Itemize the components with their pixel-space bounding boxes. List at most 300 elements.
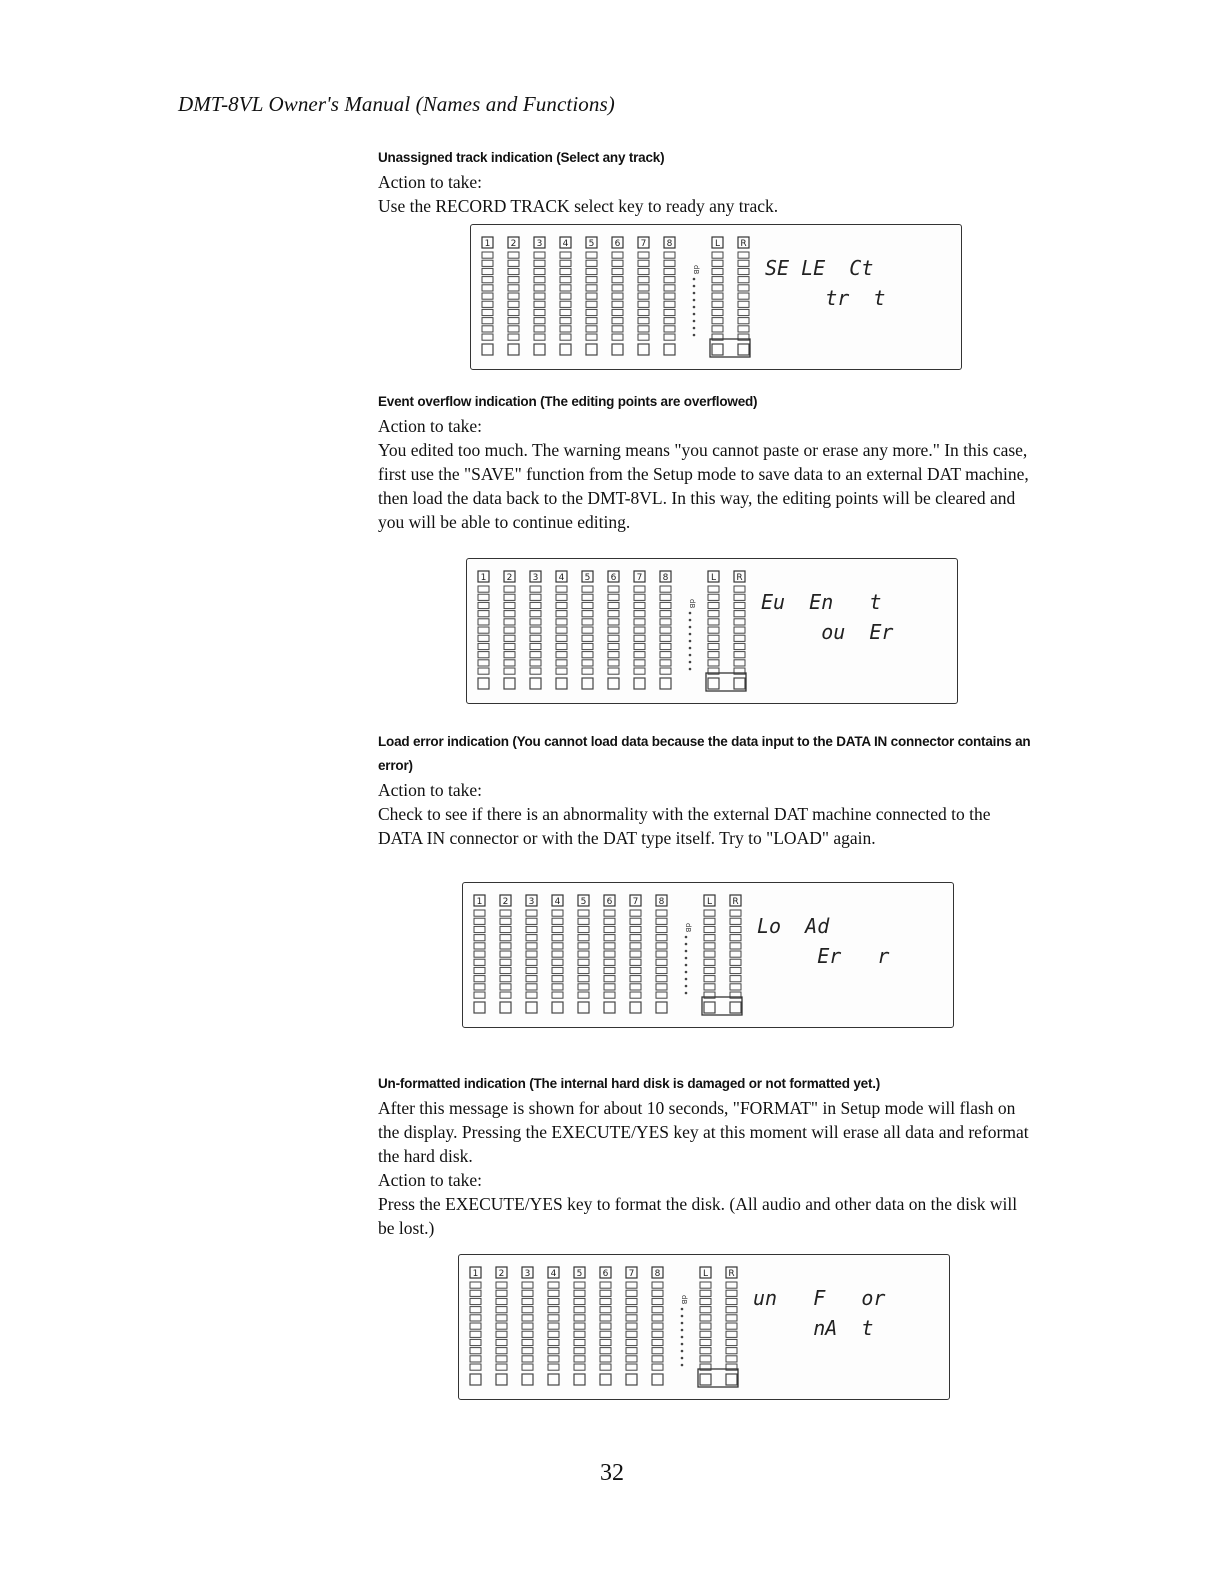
- master-bracket: [702, 997, 742, 1015]
- meter-segment: [738, 293, 749, 299]
- channel-label: 2: [498, 1269, 505, 1279]
- meter-segment: [482, 285, 493, 291]
- meter-segment: [548, 1282, 559, 1288]
- scale-tick: [685, 985, 688, 988]
- meter-segment: [526, 943, 537, 949]
- section-heading: Unassigned track indication (Select any track): [378, 150, 665, 165]
- meter-segment: [660, 594, 671, 600]
- meter-segment: [700, 1323, 711, 1329]
- channel-label: 4: [562, 239, 569, 249]
- meter-segment: [522, 1323, 533, 1329]
- meter-segment: [664, 293, 675, 299]
- meter-segment: [726, 1282, 737, 1288]
- scale-tick: [689, 619, 692, 622]
- meter-segment: [496, 1298, 507, 1304]
- channel-label: L: [710, 573, 717, 583]
- meter-segment: [478, 611, 489, 617]
- action-text: Press the EXECUTE/YES key to format the disk. (All audio and other data on the disk will be lost.): [378, 1194, 1018, 1238]
- meter-segment: [734, 594, 745, 600]
- meter-segment: [656, 935, 667, 941]
- meter-channel: [700, 1267, 711, 1385]
- meter-segment: [600, 1356, 611, 1362]
- meter-segment: [548, 1356, 559, 1362]
- meter-segment: [508, 293, 519, 299]
- meter-channel: [738, 237, 749, 355]
- meter-segment: [534, 301, 545, 307]
- meter-segment: [704, 926, 715, 932]
- meter-channel: [504, 571, 515, 689]
- meter-segment: [574, 1339, 585, 1345]
- channel-label: 2: [502, 897, 509, 907]
- meter-segment: [530, 611, 541, 617]
- meter-segment: [574, 1331, 585, 1337]
- meter-segment: [470, 1307, 481, 1313]
- meter-peak-box: [612, 344, 623, 355]
- meter-segment: [660, 586, 671, 592]
- meter-peak-box: [496, 1374, 507, 1385]
- meter-segment: [656, 984, 667, 990]
- meter-segment: [704, 967, 715, 973]
- meter-segment: [730, 943, 741, 949]
- meter-peak-box: [582, 678, 593, 689]
- meter-segment: [500, 926, 511, 932]
- meter-segment: [600, 1282, 611, 1288]
- meter-segment: [508, 268, 519, 274]
- meter-segment: [582, 602, 593, 608]
- meter-segment: [482, 301, 493, 307]
- meter-segment: [712, 309, 723, 315]
- meter-segment: [630, 984, 641, 990]
- master-bracket: [698, 1369, 738, 1387]
- meter-channel: [556, 571, 567, 689]
- meter-segment: [652, 1364, 663, 1370]
- channel-label: 2: [510, 239, 517, 249]
- description-text: After this message is shown for about 10 seconds, "FORMAT" in Setup mode will flash on the display. Pressing the EXECUTE/YES key at this moment will erase all data and reformat the hard disk.: [378, 1098, 1029, 1166]
- meter-segment: [530, 594, 541, 600]
- meter-segment: [638, 268, 649, 274]
- meter-segment: [600, 1331, 611, 1337]
- scale-tick: [693, 334, 696, 337]
- channel-label: R: [732, 897, 739, 907]
- meter-segment: [726, 1331, 737, 1337]
- channel-label: 7: [640, 239, 647, 249]
- meter-segment: [530, 643, 541, 649]
- meter-segment: [508, 252, 519, 258]
- meter-segment: [496, 1307, 507, 1313]
- meter-segment: [730, 918, 741, 924]
- meter-segment: [730, 984, 741, 990]
- meter-segment: [522, 1315, 533, 1321]
- meter-segment: [560, 260, 571, 266]
- scale-tick: [689, 668, 692, 671]
- meter-peak-box: [508, 344, 519, 355]
- meter-segment: [630, 943, 641, 949]
- meter-segment: [474, 984, 485, 990]
- meter-segment: [482, 334, 493, 340]
- meter-segment: [634, 652, 645, 658]
- channel-label: 2: [506, 573, 513, 583]
- meter-segment: [612, 293, 623, 299]
- channel-label: 4: [550, 1269, 557, 1279]
- meter-segment: [530, 652, 541, 658]
- meter-segment: [482, 252, 493, 258]
- channel-label: 3: [524, 1269, 531, 1279]
- meter-segment: [730, 910, 741, 916]
- meter-segment: [474, 951, 485, 957]
- meter-segment: [700, 1348, 711, 1354]
- meter-segment: [730, 976, 741, 982]
- meter-segment: [526, 967, 537, 973]
- meter-channel: [612, 237, 623, 355]
- running-head: DMT-8VL Owner's Manual (Names and Functions): [178, 92, 615, 116]
- meter-segment: [548, 1307, 559, 1313]
- meter-segment: [664, 260, 675, 266]
- meter-segment: [638, 285, 649, 291]
- meter-segment: [574, 1323, 585, 1329]
- channel-label: L: [706, 897, 713, 907]
- meter-peak-box: [726, 1374, 737, 1385]
- meter-segment: [496, 1339, 507, 1345]
- meter-segment: [548, 1339, 559, 1345]
- meter-segment: [734, 611, 745, 617]
- channel-label: 4: [558, 573, 565, 583]
- meter-segment: [726, 1348, 737, 1354]
- meter-segment: [700, 1290, 711, 1296]
- meter-segment: [530, 668, 541, 674]
- meter-segment: [496, 1282, 507, 1288]
- meter-peak-box: [738, 344, 749, 355]
- meter-segment: [578, 992, 589, 998]
- channel-label: 5: [588, 239, 595, 249]
- meter-segment: [652, 1290, 663, 1296]
- meter-segment: [638, 293, 649, 299]
- meter-segment: [530, 586, 541, 592]
- meter-segment: [534, 285, 545, 291]
- meter-segment: [738, 260, 749, 266]
- meter-channel: [726, 1267, 737, 1385]
- meter-segment: [638, 318, 649, 324]
- meter-segment: [734, 652, 745, 658]
- meter-segment: [734, 627, 745, 633]
- meter-segment: [704, 935, 715, 941]
- meter-channel: [600, 1267, 611, 1385]
- meter-segment: [726, 1307, 737, 1313]
- meter-segment: [730, 951, 741, 957]
- meter-segment: [630, 918, 641, 924]
- meter-segment: [556, 652, 567, 658]
- meter-segment: [656, 951, 667, 957]
- lcd-line-1: Eu En t: [761, 590, 882, 614]
- scale-tick: [681, 1308, 684, 1311]
- meter-segment: [652, 1315, 663, 1321]
- meter-segment: [600, 1323, 611, 1329]
- meter-segment: [586, 268, 597, 274]
- meter-segment: [634, 627, 645, 633]
- meter-segment: [604, 910, 615, 916]
- meter-peak-box: [574, 1374, 585, 1385]
- channel-label: 1: [476, 897, 483, 907]
- meter-peak-box: [586, 344, 597, 355]
- meter-segment: [556, 635, 567, 641]
- meter-segment: [656, 910, 667, 916]
- meter-channel: [704, 895, 715, 1013]
- meter-segment: [548, 1364, 559, 1370]
- meter-peak-box: [500, 1002, 511, 1013]
- meter-segment: [508, 326, 519, 332]
- meter-segment: [656, 943, 667, 949]
- lcd-message: [753, 1283, 885, 1343]
- meter-segment: [574, 1298, 585, 1304]
- meter-channel: [634, 571, 645, 689]
- meter-segment: [478, 619, 489, 625]
- meter-segment: [582, 668, 593, 674]
- meter-segment: [560, 285, 571, 291]
- channel-label: 5: [580, 897, 587, 907]
- meter-segment: [638, 309, 649, 315]
- meter-segment: [634, 602, 645, 608]
- lcd-line-1: un F or: [753, 1286, 886, 1310]
- meter-segment: [470, 1356, 481, 1362]
- meter-channel: [496, 1267, 507, 1385]
- meter-segment: [726, 1323, 737, 1329]
- action-label: Action to take:: [378, 780, 483, 800]
- meter-segment: [660, 635, 671, 641]
- meter-segment: [578, 959, 589, 965]
- meter-channel: [712, 237, 723, 355]
- meter-segment: [730, 959, 741, 965]
- meter-segment: [700, 1331, 711, 1337]
- meter-segment: [496, 1315, 507, 1321]
- meter-channel: [530, 571, 541, 689]
- meter-channel: [630, 895, 641, 1013]
- meter-segment: [504, 594, 515, 600]
- meter-segment: [556, 602, 567, 608]
- meter-segment: [574, 1307, 585, 1313]
- meter-channel: [534, 237, 545, 355]
- meter-segment: [586, 309, 597, 315]
- lcd-message: [761, 587, 893, 647]
- channel-label: R: [740, 239, 747, 249]
- meter-segment: [656, 976, 667, 982]
- meter-segment: [508, 260, 519, 266]
- meter-segment: [470, 1348, 481, 1354]
- meter-segment: [500, 976, 511, 982]
- meter-peak-box: [522, 1374, 533, 1385]
- meter-segment: [574, 1290, 585, 1296]
- scale-tick: [693, 306, 696, 309]
- meter-channel: [708, 571, 719, 689]
- channel-label: 6: [606, 897, 613, 907]
- meter-segment: [608, 619, 619, 625]
- meter-segment: [664, 318, 675, 324]
- meter-segment: [726, 1315, 737, 1321]
- channel-label: 1: [480, 573, 487, 583]
- scale-tick: [685, 943, 688, 946]
- meter-peak-box: [712, 344, 723, 355]
- meter-segment: [474, 967, 485, 973]
- meter-segment: [664, 252, 675, 258]
- meter-channel: [482, 237, 493, 355]
- meter-segment: [608, 652, 619, 658]
- meter-segment: [704, 943, 715, 949]
- meter-segment: [652, 1307, 663, 1313]
- meter-segment: [604, 935, 615, 941]
- meter-segment: [600, 1307, 611, 1313]
- meter-segment: [478, 652, 489, 658]
- meter-segment: [526, 992, 537, 998]
- meter-segment: [734, 643, 745, 649]
- meter-segment: [704, 951, 715, 957]
- meter-segment: [634, 619, 645, 625]
- meter-segment: [612, 252, 623, 258]
- meter-segment: [738, 268, 749, 274]
- meter-channel: [730, 895, 741, 1013]
- lcd-line-2: nA t: [753, 1316, 874, 1340]
- meter-segment: [478, 602, 489, 608]
- meter-peak-box: [664, 344, 675, 355]
- meter-segment: [608, 635, 619, 641]
- meter-segment: [626, 1356, 637, 1362]
- meter-segment: [608, 643, 619, 649]
- meter-segment: [630, 967, 641, 973]
- meter-peak-box: [634, 678, 645, 689]
- meter-segment: [634, 594, 645, 600]
- meter-segment: [626, 1348, 637, 1354]
- section-unassigned-track: [378, 146, 1038, 218]
- scale-tick: [685, 950, 688, 953]
- meter-segment: [496, 1356, 507, 1362]
- meter-segment: [626, 1364, 637, 1370]
- meter-peak-box: [470, 1374, 481, 1385]
- meter-segment: [656, 926, 667, 932]
- meter-channel: [552, 895, 563, 1013]
- meter-segment: [708, 586, 719, 592]
- meter-segment: [474, 910, 485, 916]
- scale-tick: [681, 1322, 684, 1325]
- meter-segment: [534, 318, 545, 324]
- level-meters: [469, 1265, 741, 1389]
- meter-segment: [600, 1339, 611, 1345]
- meter-segment: [578, 935, 589, 941]
- channel-label: L: [714, 239, 721, 249]
- scale-tick: [681, 1350, 684, 1353]
- meter-channel: [664, 237, 675, 355]
- meter-segment: [604, 984, 615, 990]
- meter-segment: [522, 1331, 533, 1337]
- meter-segment: [522, 1356, 533, 1362]
- meter-segment: [474, 992, 485, 998]
- meter-segment: [560, 326, 571, 332]
- meter-channel: [560, 237, 571, 355]
- meter-segment: [500, 992, 511, 998]
- meter-segment: [578, 951, 589, 957]
- meter-segment: [556, 619, 567, 625]
- meter-segment: [638, 334, 649, 340]
- meter-segment: [660, 660, 671, 666]
- meter-segment: [708, 611, 719, 617]
- meter-segment: [552, 943, 563, 949]
- meter-segment: [522, 1282, 533, 1288]
- meter-segment: [478, 627, 489, 633]
- channel-label: 6: [610, 573, 617, 583]
- meter-channel: [626, 1267, 637, 1385]
- meter-segment: [738, 285, 749, 291]
- meter-segment: [560, 293, 571, 299]
- meter-segment: [656, 959, 667, 965]
- meter-segment: [582, 611, 593, 617]
- meter-channel: [574, 1267, 585, 1385]
- meter-segment: [526, 976, 537, 982]
- meter-segment: [652, 1331, 663, 1337]
- meter-segment: [704, 959, 715, 965]
- meter-segment: [608, 611, 619, 617]
- meter-segment: [608, 594, 619, 600]
- meter-segment: [586, 318, 597, 324]
- meter-segment: [626, 1282, 637, 1288]
- meter-segment: [500, 943, 511, 949]
- meter-segment: [600, 1364, 611, 1370]
- meter-peak-box: [474, 1002, 485, 1013]
- meter-segment: [608, 586, 619, 592]
- meter-segment: [626, 1315, 637, 1321]
- meter-segment: [608, 627, 619, 633]
- meter-segment: [664, 285, 675, 291]
- meter-segment: [526, 959, 537, 965]
- master-bracket: [706, 673, 746, 691]
- meter-channel: [608, 571, 619, 689]
- meter-segment: [560, 318, 571, 324]
- meter-peak-box: [652, 1374, 663, 1385]
- meter-segment: [556, 668, 567, 674]
- meter-segment: [660, 643, 671, 649]
- meter-segment: [638, 326, 649, 332]
- meter-segment: [704, 984, 715, 990]
- meter-segment: [474, 935, 485, 941]
- meter-segment: [500, 951, 511, 957]
- meter-segment: [560, 309, 571, 315]
- scale-tick: [693, 320, 696, 323]
- meter-segment: [608, 660, 619, 666]
- meter-channel: [500, 895, 511, 1013]
- meter-segment: [604, 992, 615, 998]
- scale-tick: [689, 612, 692, 615]
- section-event-overflow: [378, 390, 1038, 534]
- channel-label: 8: [658, 897, 665, 907]
- meter-segment: [604, 943, 615, 949]
- scale-tick: [689, 633, 692, 636]
- meter-segment: [508, 334, 519, 340]
- meter-peak-box: [630, 1002, 641, 1013]
- meter-segment: [664, 301, 675, 307]
- meter-segment: [600, 1348, 611, 1354]
- meter-segment: [548, 1290, 559, 1296]
- meter-segment: [482, 277, 493, 283]
- meter-segment: [496, 1348, 507, 1354]
- meter-segment: [496, 1290, 507, 1296]
- meter-segment: [508, 318, 519, 324]
- meter-segment: [522, 1298, 533, 1304]
- meter-segment: [712, 260, 723, 266]
- meter-channel: [586, 237, 597, 355]
- meter-segment: [556, 660, 567, 666]
- meter-segment: [474, 918, 485, 924]
- meter-segment: [586, 260, 597, 266]
- meter-segment: [734, 660, 745, 666]
- lcd-display: [458, 1254, 950, 1400]
- meter-segment: [738, 301, 749, 307]
- meter-segment: [708, 594, 719, 600]
- meter-peak-box: [534, 344, 545, 355]
